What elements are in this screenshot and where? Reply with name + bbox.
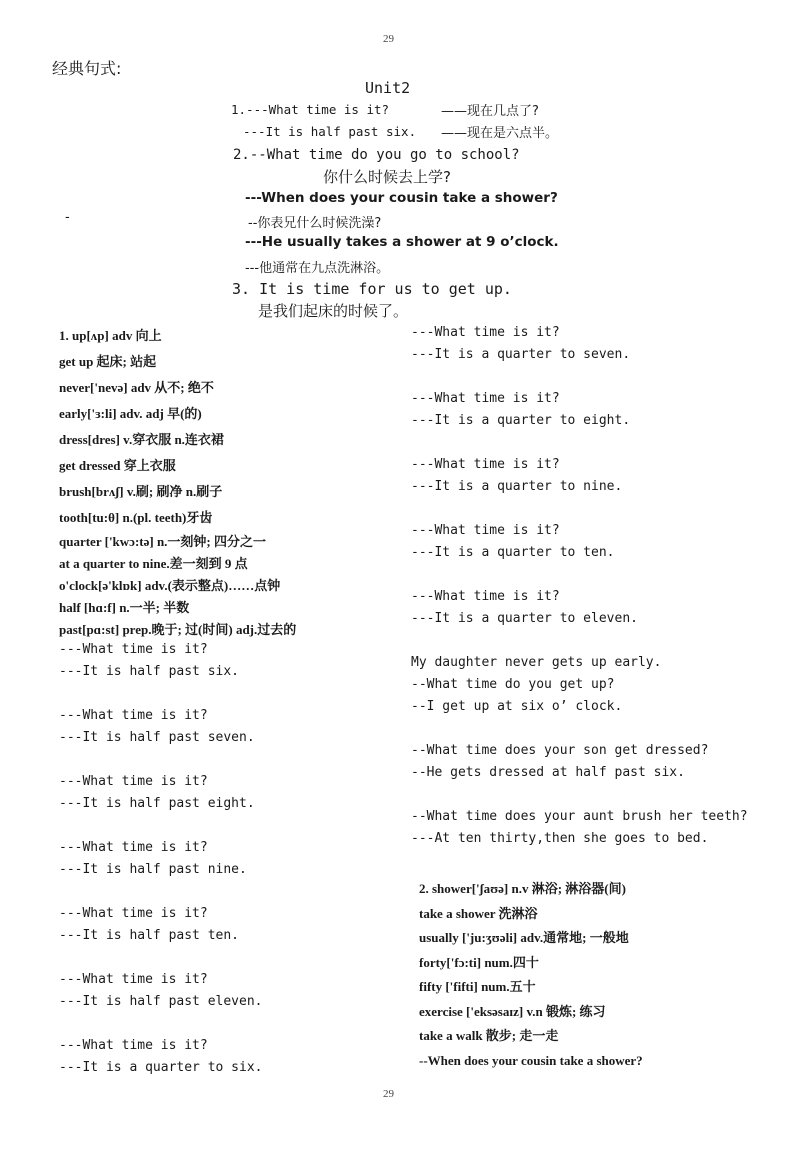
vocab-item: take a walk 散步; 走一走 bbox=[419, 1028, 559, 1043]
dialog-pair bbox=[59, 837, 399, 881]
dialog-answer: ---It is half past seven. bbox=[59, 730, 255, 745]
sentence-2b-question-cn: --你表兄什么时候洗澡? bbox=[248, 216, 382, 231]
dialog-question: ---What time is it? bbox=[411, 391, 560, 406]
sentence-3: 3. It is time for us to get up. bbox=[232, 280, 512, 298]
dialog-pair bbox=[59, 1035, 399, 1079]
dialog-question: ---What time is it? bbox=[411, 457, 560, 472]
sentence-2-question: 2.--What time do you go to school? bbox=[233, 147, 520, 163]
vocab-item: --When does your cousin take a shower? bbox=[419, 1052, 643, 1068]
stray-dash: - bbox=[65, 210, 70, 225]
vocab-item: dress[dres] v.穿衣服 n.连衣裙 bbox=[59, 432, 224, 447]
vocab-item: past[pɑ:st] prep.晚于; 过(时间) adj.过去的 bbox=[59, 622, 297, 637]
sentence-3-cn: 是我们起床的时候了。 bbox=[258, 302, 409, 320]
vocab-item: exercise ['eksəsaɪz] v.n 锻炼; 练习 bbox=[419, 1003, 606, 1019]
example-line: My daughter never gets up early. bbox=[411, 655, 662, 670]
vocab-list-right bbox=[419, 877, 749, 1073]
vocab-item: get up 起床; 站起 bbox=[59, 354, 157, 369]
page-number-top: 29 bbox=[383, 33, 394, 45]
sentence-1-question-cn: ——现在几点了? bbox=[441, 104, 539, 119]
vocab-item: never['nevə] adv 从不; 绝不 bbox=[59, 380, 214, 395]
vocab-item: brush[brʌʃ] v.刷; 刷净 n.刷子 bbox=[59, 484, 223, 499]
vocab-item: tooth[tu:θ] n.(pl. teeth)牙齿 bbox=[59, 510, 213, 525]
dialog-answer: ---It is a quarter to eleven. bbox=[411, 611, 638, 626]
dialog-answer: ---It is half past eleven. bbox=[59, 994, 263, 1009]
vocab-item: fifty ['fifti] num.五十 bbox=[419, 979, 536, 994]
dialog-answer: ---It is a quarter to eight. bbox=[411, 413, 631, 428]
vocab-item: forty['fɔ:ti] num.四十 bbox=[419, 954, 539, 970]
dialog-list-right bbox=[411, 322, 781, 872]
dialog-question: ---What time is it? bbox=[411, 523, 560, 538]
unit-title: Unit2 bbox=[365, 79, 411, 97]
dialog-pair bbox=[411, 322, 781, 366]
vocab-item: get dressed 穿上衣服 bbox=[59, 458, 176, 473]
dialog-list-left bbox=[59, 639, 399, 1101]
vocab-item: early['ɜ:li] adv. adj 早(的) bbox=[59, 406, 202, 421]
example-block bbox=[411, 806, 781, 850]
dialog-question: ---What time is it? bbox=[59, 642, 208, 657]
dialog-question: ---What time is it? bbox=[59, 972, 208, 987]
vocab-item: 2. shower['ʃaʊə] n.v 淋浴; 淋浴器(间) bbox=[419, 881, 626, 896]
page-number-bottom: 29 bbox=[383, 1088, 394, 1100]
dialog-pair bbox=[411, 388, 781, 432]
vocab-item: quarter ['kwɔ:tə] n.一刻钟; 四分之一 bbox=[59, 534, 267, 549]
dialog-question: ---What time is it? bbox=[59, 774, 208, 789]
dialog-answer: ---It is half past six. bbox=[59, 664, 240, 679]
dialog-answer: ---It is a quarter to six. bbox=[59, 1060, 263, 1075]
dialog-answer: ---It is half past eight. bbox=[59, 796, 255, 811]
vocab-item: at a quarter to nine.差一刻到 9 点 bbox=[59, 556, 248, 571]
vocab-item: o'clock[ə'klɒk] adv.(表示整点)……点钟 bbox=[59, 578, 281, 593]
dialog-pair bbox=[59, 705, 399, 749]
sentence-2-cn: 你什么时候去上学? bbox=[323, 168, 451, 186]
dialog-pair bbox=[59, 639, 399, 683]
vocab-item: 1. up[ʌp] adv 向上 bbox=[59, 328, 162, 343]
sentence-1-answer: ---It is half past six. bbox=[243, 124, 417, 139]
dialog-answer: ---It is half past ten. bbox=[59, 928, 240, 943]
example-line: --What time does your aunt brush her teeth? bbox=[411, 809, 748, 824]
dialog-pair bbox=[411, 586, 781, 630]
dialog-answer: ---It is half past nine. bbox=[59, 862, 247, 877]
dialog-pair bbox=[59, 771, 399, 815]
example-line: --I get up at six o’ clock. bbox=[411, 699, 623, 714]
dialog-question: ---What time is it? bbox=[411, 589, 560, 604]
sentence-1-answer-cn: ——现在是六点半。 bbox=[441, 126, 559, 141]
example-line: --What time does your son get dressed? bbox=[411, 743, 709, 758]
example-line: ---At ten thirty,then she goes to bed. bbox=[411, 831, 709, 846]
vocab-item: usually ['ju:ʒʊəli] adv.通常地; 一般地 bbox=[419, 930, 629, 945]
sentence-2b-answer-cn: ---他通常在九点洗淋浴。 bbox=[245, 261, 390, 276]
dialog-question: ---What time is it? bbox=[59, 1038, 208, 1053]
example-block bbox=[411, 740, 781, 784]
vocab-item: half [hɑ:f] n.一半; 半数 bbox=[59, 600, 190, 615]
sentence-2b-answer: ---He usually takes a shower at 9 o’clock. bbox=[245, 234, 559, 250]
dialog-pair bbox=[59, 969, 399, 1013]
dialog-question: ---What time is it? bbox=[59, 708, 208, 723]
dialog-answer: ---It is a quarter to ten. bbox=[411, 545, 615, 560]
vocab-item: take a shower 洗淋浴 bbox=[419, 905, 538, 921]
vocab-list-left bbox=[59, 323, 399, 641]
example-block bbox=[411, 652, 781, 718]
sentence-2b-question: ---When does your cousin take a shower? bbox=[245, 190, 558, 206]
dialog-question: ---What time is it? bbox=[59, 906, 208, 921]
example-line: --What time do you get up? bbox=[411, 677, 615, 692]
sentence-1-question: 1.---What time is it? bbox=[231, 102, 390, 117]
dialog-answer: ---It is a quarter to nine. bbox=[411, 479, 623, 494]
section-title: 经典句式: bbox=[52, 59, 122, 78]
dialog-question: ---What time is it? bbox=[411, 325, 560, 340]
dialog-pair bbox=[59, 903, 399, 947]
dialog-pair bbox=[411, 520, 781, 564]
dialog-pair bbox=[411, 454, 781, 498]
example-line: --He gets dressed at half past six. bbox=[411, 765, 685, 780]
dialog-question: ---What time is it? bbox=[59, 840, 208, 855]
dialog-answer: ---It is a quarter to seven. bbox=[411, 347, 631, 362]
